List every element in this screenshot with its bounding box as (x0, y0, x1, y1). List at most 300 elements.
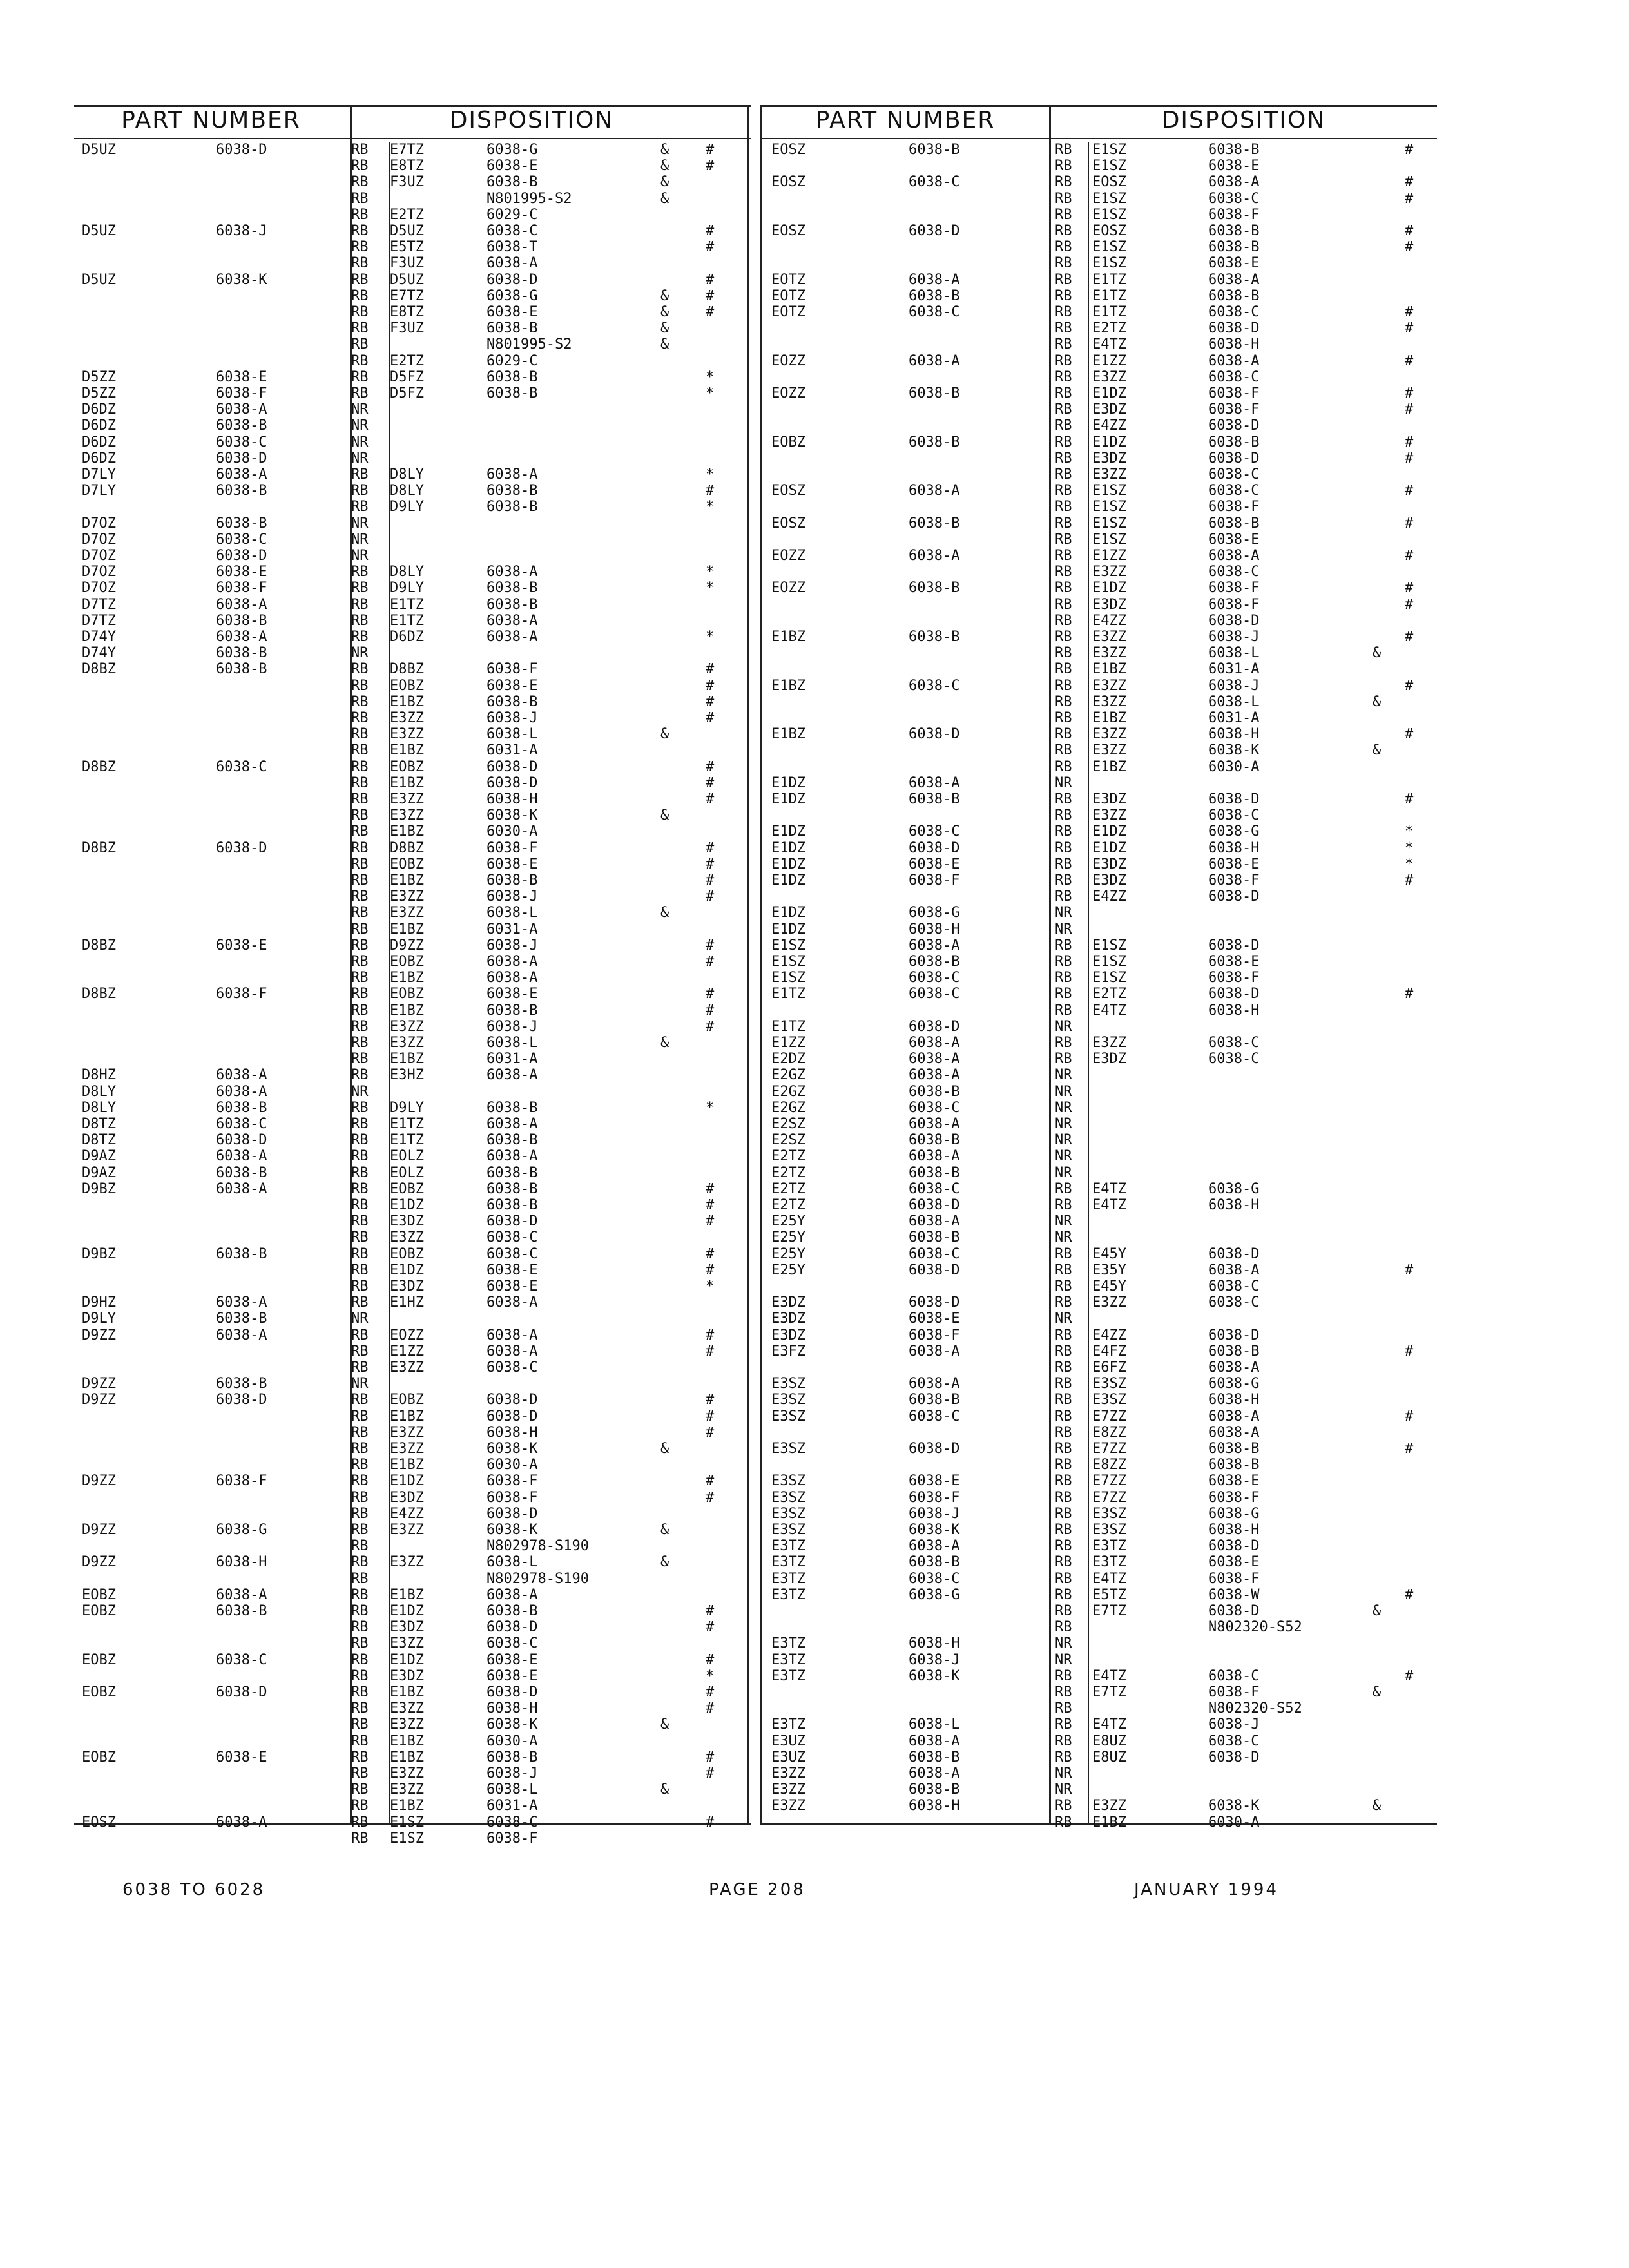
note-symbol: * (706, 499, 715, 515)
disposition-code: RB (1055, 791, 1072, 807)
part-prefix: E1DZ (771, 872, 805, 889)
replacement-suffix: 6038-H (487, 1424, 538, 1441)
part-suffix: 6038-D (216, 142, 267, 158)
disposition-code: RB (1055, 758, 1072, 775)
part-suffix: 6038-B (216, 612, 267, 629)
replacement-prefix: E8TZ (390, 304, 424, 320)
replacement-suffix: 6038-H (487, 791, 538, 807)
note-symbol: # (706, 856, 715, 872)
part-prefix: E25Y (771, 1262, 805, 1278)
disposition-code: RB (351, 1018, 369, 1035)
replacement-prefix: E3ZZ (390, 726, 424, 743)
note-symbol: * (706, 385, 715, 401)
part-suffix: 6038-H (216, 1554, 267, 1571)
part-prefix: E1BZ (771, 629, 805, 645)
part-prefix: E3TZ (771, 1538, 805, 1555)
disposition-code: RB (1055, 320, 1072, 337)
table-row (764, 1554, 1408, 1570)
note-symbol: # (706, 1180, 715, 1197)
replacement-suffix: 6038-C (487, 223, 538, 239)
disposition-code: RB (1055, 223, 1072, 239)
table-row (74, 1229, 718, 1245)
note-symbol: # (706, 1018, 715, 1035)
table-row (74, 1619, 718, 1635)
disposition-code: RB (351, 223, 369, 239)
note-symbol: # (706, 1765, 715, 1782)
replacement-prefix: EOBZ (390, 1245, 424, 1262)
part-suffix: 6038-B (216, 1376, 267, 1392)
replacement-suffix: 6038-E (487, 856, 538, 872)
part-prefix: D5ZZ (82, 385, 116, 401)
footer-page: PAGE 208 (709, 1880, 805, 1899)
replacement-suffix: 6038-B (1208, 1441, 1260, 1457)
replacement-prefix: E3ZZ (390, 905, 424, 921)
replacement-prefix: E3ZZ (390, 1716, 424, 1733)
table-row (764, 434, 1414, 450)
table-row (74, 742, 718, 758)
replacement-prefix: E5TZ (390, 239, 424, 256)
note-symbol: * (706, 466, 715, 483)
replacement-suffix: 6038-D (487, 1392, 538, 1408)
part-prefix: E3DZ (771, 1327, 805, 1343)
replacement-prefix: EOSZ (1092, 223, 1126, 239)
table-row (74, 1392, 718, 1408)
replacement-prefix: D5FZ (390, 385, 424, 401)
table-row (764, 223, 1414, 239)
replacement-suffix: 6038-F (1208, 385, 1260, 401)
table-row (764, 937, 1408, 954)
replacement-prefix: E3ZZ (1092, 629, 1126, 645)
note-symbol: # (1405, 986, 1414, 1003)
disposition-code: NR (1055, 1067, 1072, 1084)
note-ampersand: & (660, 726, 670, 743)
part-prefix: EOZZ (771, 548, 805, 564)
replacement-prefix: E3ZZ (390, 1018, 424, 1035)
note-ampersand: & (1373, 1684, 1382, 1700)
replacement-suffix: 6038-A (487, 1067, 538, 1084)
replacement-suffix: 6038-J (487, 937, 538, 954)
part-prefix: D7OZ (82, 531, 116, 548)
replacement-prefix: E3DZ (1092, 1051, 1126, 1068)
replacement-prefix: E8UZ (1092, 1749, 1126, 1765)
part-suffix: 6038-D (216, 548, 267, 564)
note-symbol: # (706, 1619, 715, 1636)
disposition-code: NR (351, 515, 369, 532)
replacement-suffix: 6038-D (487, 1619, 538, 1636)
table-row (764, 840, 1414, 856)
note-ampersand: & (660, 1716, 670, 1733)
part-prefix: E1SZ (771, 970, 805, 986)
disposition-code: RB (351, 304, 369, 320)
right-table-edge (760, 105, 762, 1823)
disposition-code: RB (351, 1441, 369, 1457)
disposition-code: RB (351, 1489, 369, 1506)
replacement-prefix: E3ZZ (390, 1700, 424, 1717)
part-suffix: 6038-B (216, 483, 267, 499)
part-suffix: 6038-A (909, 483, 960, 499)
replacement-prefix: EOBZ (390, 986, 424, 1003)
replacement-prefix: EOLZ (390, 1164, 424, 1181)
disposition-code: RB (351, 1197, 369, 1213)
note-symbol: # (1405, 580, 1414, 597)
replacement-suffix: 6038-B (1208, 239, 1260, 256)
replacement-suffix: 6038-F (1208, 1489, 1260, 1506)
note-symbol: # (706, 1814, 715, 1831)
disposition-code: NR (351, 1376, 369, 1392)
disposition-code: NR (1055, 1782, 1072, 1798)
replacement-prefix: E1BZ (390, 1798, 424, 1814)
table-row (764, 1213, 1408, 1229)
part-suffix: 6038-J (909, 1651, 960, 1668)
part-suffix: 6038-F (216, 385, 267, 401)
replacement-suffix: 6038-J (487, 710, 538, 726)
replacement-suffix: 6038-D (1208, 1538, 1260, 1555)
part-suffix: 6038-B (909, 287, 960, 304)
replacement-suffix: 6038-A (487, 612, 538, 629)
part-prefix: D8BZ (82, 758, 116, 775)
table-row (764, 807, 1408, 823)
replacement-suffix: 6038-D (487, 1505, 538, 1522)
replacement-suffix: 6038-D (1208, 889, 1260, 905)
part-prefix: D6DZ (82, 434, 116, 450)
replacement-prefix: EOBZ (390, 954, 424, 970)
note-symbol: * (706, 1278, 715, 1294)
note-ampersand: & (1373, 693, 1382, 710)
replacement-suffix: 6038-G (1208, 1180, 1260, 1197)
disposition-code: RB (1055, 726, 1072, 743)
table-row (764, 986, 1414, 1003)
disposition-code: RB (351, 369, 369, 385)
disposition-code: RB (351, 1457, 369, 1474)
disposition-code: RB (1055, 596, 1072, 613)
note-symbol: # (706, 1684, 715, 1700)
table-row (764, 1765, 1408, 1782)
disposition-code: RB (1055, 1586, 1072, 1603)
replacement-suffix: 6038-E (1208, 954, 1260, 970)
replacement-suffix: 6038-D (1208, 791, 1260, 807)
disposition-code: RB (351, 661, 369, 678)
replacement-prefix: E3ZZ (1092, 1294, 1126, 1311)
part-suffix: 6038-K (909, 1522, 960, 1538)
disposition-code: RB (1055, 385, 1072, 401)
note-symbol: * (1405, 840, 1414, 856)
replacement-prefix: E1SZ (1092, 483, 1126, 499)
disposition-code: RB (1055, 645, 1072, 662)
replacement-suffix: 6038-B (487, 320, 538, 337)
disposition-code: RB (1055, 1408, 1072, 1425)
replacement-suffix: 6038-D (1208, 1749, 1260, 1765)
disposition-code: RB (1055, 1327, 1072, 1343)
replacement-suffix: 6038-E (1208, 1473, 1260, 1490)
replacement-suffix: 6038-E (487, 1262, 538, 1278)
replacement-prefix: E3DZ (1092, 856, 1126, 872)
footer-range: 6038 TO 6028 (122, 1880, 265, 1899)
table-row (764, 1473, 1408, 1489)
replacement-suffix: 6038-E (487, 986, 538, 1003)
table-row (74, 239, 718, 255)
replacement-suffix: 6038-F (1208, 499, 1260, 515)
table-row (764, 905, 1408, 921)
note-symbol: # (706, 271, 715, 288)
part-prefix: E2TZ (771, 1164, 805, 1181)
replacement-suffix: 6038-F (487, 840, 538, 856)
disposition-code: RB (1055, 174, 1072, 191)
table-row (74, 1327, 718, 1343)
disposition-code: NR (1055, 1132, 1072, 1149)
replacement-prefix: E3ZZ (390, 710, 424, 726)
table-row (74, 1425, 718, 1441)
disposition-code: RB (351, 856, 369, 872)
part-prefix: E2GZ (771, 1099, 805, 1116)
replacement-prefix: E3ZZ (390, 1782, 424, 1798)
table-row (764, 1392, 1408, 1408)
part-suffix: 6038-A (216, 466, 267, 483)
replacement-suffix: N802320-S52 (1208, 1700, 1302, 1717)
table-row (74, 1749, 718, 1765)
table-row (764, 515, 1414, 532)
disposition-code: RB (351, 629, 369, 645)
disposition-code: RB (1055, 1245, 1072, 1262)
disposition-code: RB (1055, 190, 1072, 207)
replacement-prefix: E4ZZ (1092, 418, 1126, 434)
disposition-code: RB (1055, 823, 1072, 840)
part-suffix: 6038-E (909, 856, 960, 872)
replacement-prefix: E1DZ (390, 1473, 424, 1490)
part-suffix: 6038-D (909, 1441, 960, 1457)
note-symbol: # (1405, 1667, 1414, 1684)
part-prefix: D7OZ (82, 548, 116, 564)
note-symbol: # (706, 158, 715, 175)
disposition-code: RB (1055, 1457, 1072, 1474)
disposition-code: RB (1055, 1473, 1072, 1490)
replacement-suffix: 6038-B (487, 596, 538, 613)
disposition-code: RB (1055, 1814, 1072, 1831)
part-suffix: 6038-D (909, 1262, 960, 1278)
replacement-suffix: 6038-E (487, 1651, 538, 1668)
note-symbol: # (1405, 304, 1414, 320)
left-part-number-header: PART NUMBER (121, 107, 301, 133)
disposition-code: RB (1055, 1051, 1072, 1068)
table-row (74, 1522, 718, 1538)
disposition-code: RB (351, 1132, 369, 1149)
note-symbol: # (706, 1245, 715, 1262)
table-row (764, 694, 1408, 710)
part-prefix: D9AZ (82, 1148, 116, 1165)
part-prefix: EOSZ (771, 223, 805, 239)
part-suffix: 6038-C (216, 434, 267, 450)
replacement-suffix: 6038-H (1208, 1197, 1260, 1213)
replacement-suffix: 6038-C (487, 1814, 538, 1831)
disposition-code: RB (351, 921, 369, 937)
part-prefix: EOZZ (771, 580, 805, 597)
table-row (74, 986, 718, 1002)
note-symbol: # (1405, 1441, 1414, 1457)
replacement-suffix: 6038-A (487, 954, 538, 970)
table-row (764, 207, 1408, 223)
replacement-prefix: EOLZ (390, 1148, 424, 1165)
part-suffix: 6038-B (909, 1229, 960, 1246)
disposition-code: RB (351, 1294, 369, 1311)
table-row (764, 1457, 1408, 1473)
replacement-prefix: E7TZ (1092, 1684, 1126, 1700)
note-symbol: # (706, 937, 715, 954)
replacement-suffix: 6038-A (1208, 548, 1260, 564)
table-row (74, 1408, 718, 1425)
replacement-suffix: 6038-H (1208, 840, 1260, 856)
note-symbol: # (706, 1473, 715, 1490)
note-symbol: # (1405, 239, 1414, 256)
table-row (74, 791, 718, 807)
replacement-suffix: 6038-H (1208, 1522, 1260, 1538)
table-row (74, 158, 718, 174)
replacement-prefix: D8BZ (390, 840, 424, 856)
disposition-code: RB (351, 483, 369, 499)
table-row (74, 1571, 718, 1587)
disposition-code: RB (1055, 483, 1072, 499)
replacement-suffix: 6038-B (1208, 1457, 1260, 1474)
replacement-suffix: 6038-A (487, 1148, 538, 1165)
table-row (74, 694, 718, 710)
part-prefix: E3TZ (771, 1635, 805, 1652)
disposition-code: RB (351, 726, 369, 743)
part-suffix: 6038-G (909, 1586, 960, 1603)
part-suffix: 6038-B (909, 1554, 960, 1571)
note-symbol: * (706, 369, 715, 385)
part-suffix: 6038-A (909, 1376, 960, 1392)
disposition-code: RB (1055, 1360, 1072, 1376)
table-row (764, 1425, 1408, 1441)
replacement-prefix: E3ZZ (390, 1441, 424, 1457)
part-prefix: E3UZ (771, 1733, 805, 1749)
replacement-prefix: E3ZZ (390, 1554, 424, 1571)
replacement-suffix: 6038-J (487, 1018, 538, 1035)
replacement-prefix: EOBZ (390, 1180, 424, 1197)
note-symbol: # (706, 483, 715, 499)
part-suffix: 6038-H (909, 921, 960, 937)
replacement-suffix: 6038-C (1208, 466, 1260, 483)
part-suffix: 6038-D (216, 1132, 267, 1149)
part-suffix: 6038-E (216, 369, 267, 385)
part-suffix: 6038-C (909, 1180, 960, 1197)
table-row (74, 1116, 718, 1132)
replacement-suffix: 6030-A (487, 1733, 538, 1749)
part-suffix: 6038-A (909, 352, 960, 369)
disposition-code: NR (351, 418, 369, 434)
part-prefix: E3DZ (771, 1311, 805, 1327)
disposition-code: RB (351, 807, 369, 824)
replacement-prefix: E4ZZ (1092, 612, 1126, 629)
replacement-suffix: 6038-B (1208, 1343, 1260, 1360)
table-row (74, 1538, 718, 1554)
table-row (74, 1798, 718, 1814)
disposition-code: RB (351, 742, 369, 759)
table-row (764, 710, 1408, 726)
disposition-code: RB (351, 466, 369, 483)
note-symbol: # (706, 223, 715, 239)
part-prefix: D6DZ (82, 401, 116, 418)
part-prefix: D5UZ (82, 223, 116, 239)
table-row (74, 1246, 718, 1262)
disposition-code: RB (1055, 889, 1072, 905)
disposition-code: NR (1055, 1311, 1072, 1327)
table-row (764, 1684, 1408, 1700)
replacement-suffix: 6038-L (487, 1782, 538, 1798)
replacement-prefix: E1BZ (390, 693, 424, 710)
part-prefix: D9ZZ (82, 1392, 116, 1408)
table-row (764, 775, 1408, 791)
replacement-prefix: E3DZ (1092, 596, 1126, 613)
replacement-suffix: 6038-A (487, 564, 538, 581)
table-row (764, 1814, 1408, 1831)
replacement-prefix: E3ZZ (390, 1229, 424, 1246)
note-symbol: # (1405, 726, 1414, 743)
note-symbol: * (706, 580, 715, 597)
table-row (74, 1765, 718, 1782)
replacement-suffix: 6038-W (1208, 1586, 1260, 1603)
right-disposition-header: DISPOSITION (1161, 107, 1326, 133)
table-row (74, 1278, 718, 1294)
part-prefix: EOZZ (771, 352, 805, 369)
table-row (764, 288, 1408, 304)
table-row (764, 385, 1414, 401)
table-row (764, 1490, 1408, 1506)
part-suffix: 6038-F (909, 1489, 960, 1506)
replacement-suffix: 6038-C (1208, 190, 1260, 207)
replacement-prefix: E1TZ (390, 596, 424, 613)
disposition-code: RB (1055, 1180, 1072, 1197)
part-suffix: 6038-D (216, 1392, 267, 1408)
note-symbol: # (706, 661, 715, 678)
disposition-code: NR (1055, 1213, 1072, 1230)
part-prefix: E3TZ (771, 1586, 805, 1603)
table-row (764, 1603, 1408, 1619)
replacement-suffix: 6038-C (1208, 1051, 1260, 1068)
note-symbol: # (706, 1327, 715, 1343)
table-row (764, 142, 1414, 158)
note-symbol: # (706, 872, 715, 889)
replacement-prefix: E2TZ (390, 206, 424, 223)
table-row (74, 1197, 718, 1213)
replacement-suffix: 6038-F (1208, 872, 1260, 889)
replacement-suffix: 6038-A (1208, 1424, 1260, 1441)
replacement-prefix: E1SZ (1092, 531, 1126, 548)
disposition-code: RB (1055, 1376, 1072, 1392)
part-suffix: 6038-A (216, 1327, 267, 1343)
table-row (74, 1100, 718, 1116)
part-prefix: D9ZZ (82, 1327, 116, 1343)
table-row (764, 970, 1408, 986)
replacement-suffix: 6038-B (487, 1197, 538, 1213)
note-symbol: # (1405, 1408, 1414, 1425)
table-row (764, 1003, 1408, 1019)
table-row (764, 954, 1408, 970)
replacement-prefix: E4TZ (1092, 1570, 1126, 1587)
replacement-prefix: E3ZZ (1092, 807, 1126, 824)
replacement-prefix: E1BZ (390, 774, 424, 791)
replacement-suffix: N802978-S190 (487, 1570, 589, 1587)
part-suffix: 6038-A (909, 1116, 960, 1132)
replacement-suffix: 6038-A (487, 629, 538, 645)
part-prefix: E1DZ (771, 840, 805, 856)
disposition-code: RB (1055, 1798, 1072, 1814)
part-prefix: E1BZ (771, 677, 805, 694)
part-prefix: EOTZ (771, 304, 805, 320)
table-row (764, 1408, 1414, 1425)
part-suffix: 6038-F (909, 872, 960, 889)
replacement-prefix: E3ZZ (390, 1035, 424, 1051)
note-symbol: # (706, 1002, 715, 1019)
part-prefix: E3SZ (771, 1392, 805, 1408)
